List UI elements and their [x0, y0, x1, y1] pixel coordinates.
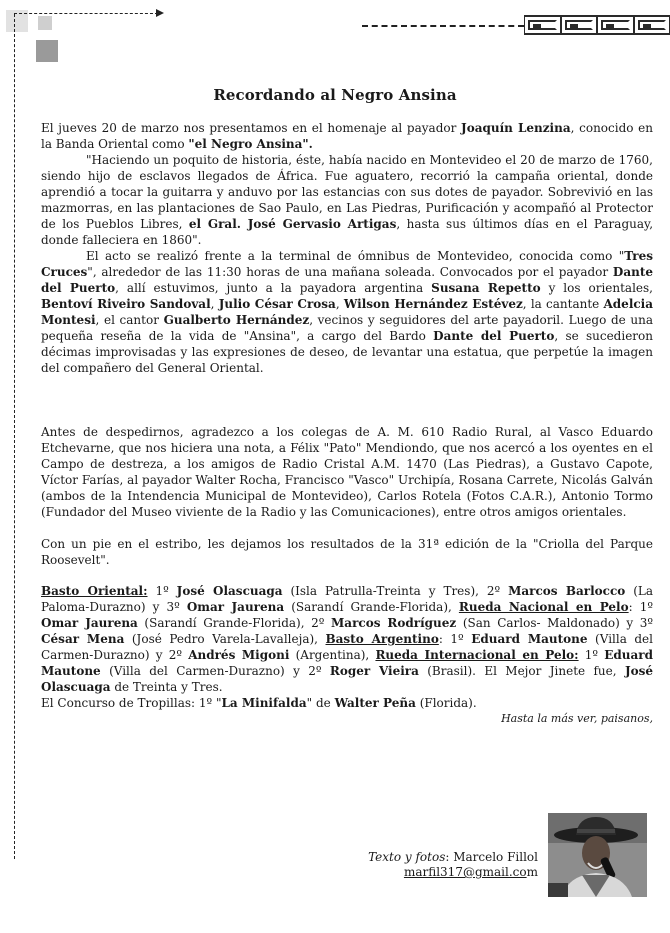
decor-square-dark	[36, 40, 58, 62]
author-name: Marcelo Fillol	[453, 850, 538, 864]
paragraph-results-intro: Con un pie en el estribo, les dejamos los resultados de la 31ª edición de la "Criolla del Parque Roosevelt".	[41, 537, 653, 567]
paragraph-results: Basto Oriental: 1º José Olascuaga (Isla Patrulla-Treinta y Tres), 2º Marcos Barlocco (La Paloma-Durazno) y 3º Omar Jaurena (Sarandí Grande-Florida), Rueda Nacional en Pelo: 1º Omar Jaurena (Sarandí Grande-Florida), 2º Marcos Rodríguez (San Carlos- Maldonado) y 3º César Mena (José Pedro Varela-Lavalleja), Basto Argentino: 1º Eduard Mautone (Villa del Carmen-Durazno) y 2º Andrés Migoni (Argentina), Rueda Internacional en Pelo: 1º Eduard Mautone (Villa del Carmen-Durazno) y 2º Roger Vieira (Brasil). El Mejor Jinete fue, José Olascuaga de Treinta y Tres.	[41, 584, 654, 694]
decor-dashed-arrow-line	[14, 13, 158, 14]
credit-label: Texto y fotos	[368, 850, 446, 864]
gaucho-singer-photo-icon	[548, 813, 647, 897]
article-body	[41, 120, 653, 727]
signoff: Hasta la más ver, paisanos,	[501, 712, 653, 725]
author-credit: Texto y fotos: Marcelo Fillol marfil317@gmail.com	[368, 850, 538, 879]
paragraph-intro: El jueves 20 de marzo nos presentamos en el homenaje al payador Joaquín Lenzina, conocido en la Banda Oriental como "el Negro Ansina".	[41, 121, 654, 151]
paragraph-event: El acto se realizó frente a la terminal de ómnibus de Montevideo, conocida como "Tres Cruces", alrededor de las 11:30 horas de una mañana soleada. Convocados por el payador Dante del Puerto, allí estuvimos, junto a la payadora argentina Susana Repetto y los orientales, Bentoví Riveiro Sandoval, Julio César Crosa, Wilson Hernández Estévez, la cantante Adelcia Montesi, el cantor Gualberto Hernández, vecinos y seguidores del arte payadoril. Luego de una pequeña reseña de la vida de "Ansina", a cargo del Bardo Dante del Puerto, se sucedieron décimas improvisadas y las expresiones de deseo, de levantar una estatua, que perpetúe la imagen del compañero del General Oriental.	[41, 249, 654, 375]
decor-square-mid	[38, 16, 52, 30]
paragraph-history: "Haciendo un poquito de historia, éste, había nacido en Montevideo el 20 de marzo de 1760, siendo hijo de esclavos llegados de África. Fue aguatero, recorrió la campaña oriental, donde aprendió a tocar la guitarra y anduvo por las estancias con sus dotes de payador. Sobrevivió en las mazmorras, en las plantaciones de Sao Paulo, en Las Piedras, Purificación y acompañó al Protector de los Pueblos Libres, el Gral. José Gervasio Artigas, hasta sus últimos días en el Paraguay, donde falleciera en 1860".	[41, 153, 654, 247]
arrow-right-icon	[156, 9, 164, 17]
greek-key-border-ornament	[524, 15, 670, 35]
author-email-link[interactable]: marfil317@gmail.co	[403, 865, 527, 879]
paragraph-tropillas: El Concurso de Tropillas: 1º "La Minifalda" de Walter Peña (Florida).	[41, 696, 477, 710]
decor-dashed-line-top-right	[362, 25, 524, 27]
decor-dashed-vertical-line	[14, 14, 15, 859]
author-photo	[548, 813, 647, 897]
article-title: Recordando al Negro Ansina	[213, 86, 457, 104]
paragraph-thanks: Antes de despedirnos, agradezco a los colegas de A. M. 610 Radio Rural, al Vasco Eduardo Etchevarne, que nos hiciera una nota, a Félix "Pato" Mendiondo, que nos acercó a los oyentes en el Campo de destreza, a los amigos de Radio Cristal A.M. 1470 (Las Piedras), a Gustavo Capote, Víctor Farías, al payador Walter Rocha, Francisco "Vasco" Urchipía, Rosana Carrete, Nicolás Galván (ambos de la Intendencia Municipal de Montevideo), Carlos Rotela (Fotos C.A.R.), Antonio Tormo (Fundador del Museo viviente de la Radio y las Comunicaciones), entre otros amigos orientales.	[41, 425, 653, 519]
